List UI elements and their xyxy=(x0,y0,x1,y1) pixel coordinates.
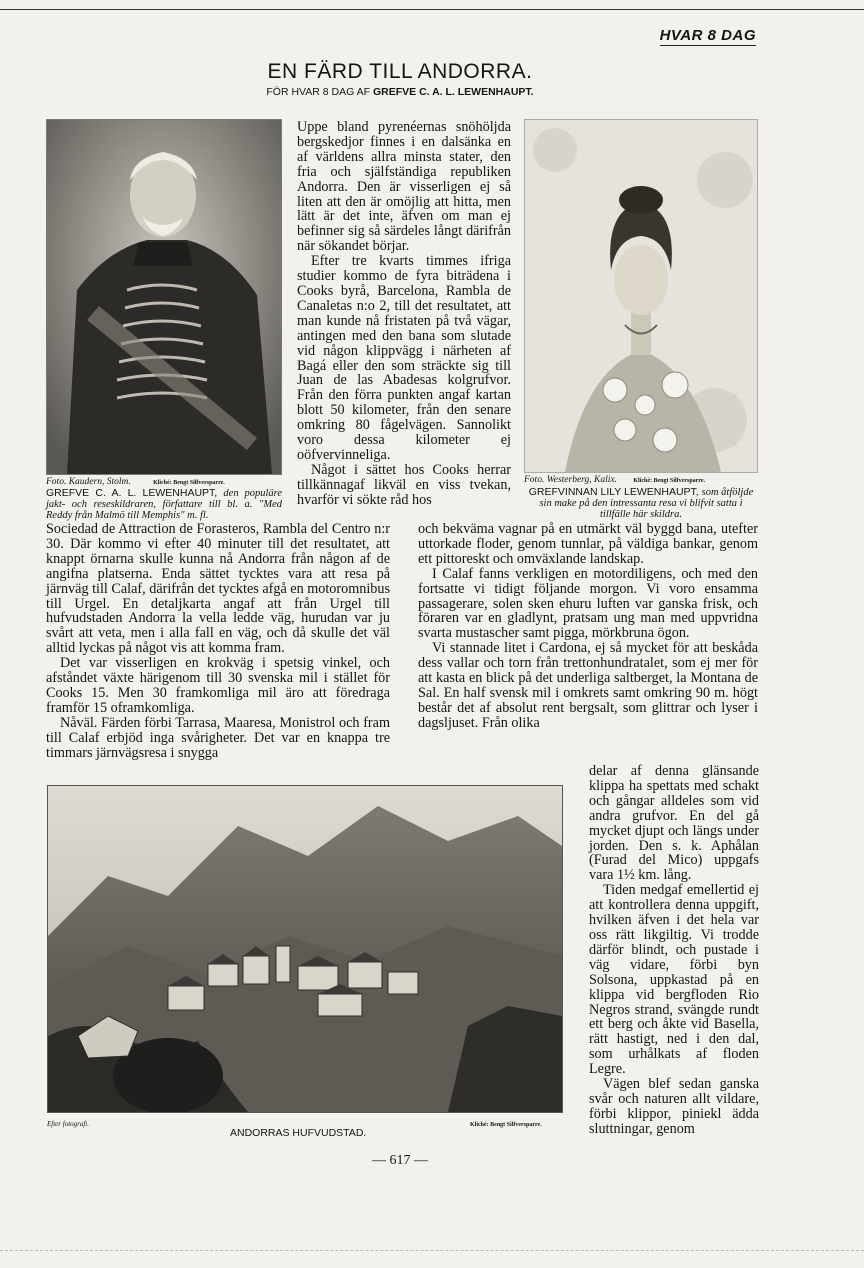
paragraph: Vi stannade litet i Cardona, ej så mycket för att beskåda dess vallar och torn från trettonhundratalet, som ej mer för att kasta en blick på det underliga saltberget, la Montana de Sal. En half svensk mil i omkrets samt omkring 90 m. högt består det af absolut rent bergsalt, som glittrar och lyser i dagsljuset. Från olika xyxy=(418,640,758,731)
portrait-count-caption-name: GREFVE C. A. L. LEWENHAUPT, xyxy=(46,487,218,499)
landscape-caption: ANDORRAS HUFVUDSTAD. xyxy=(230,1127,367,1139)
paragraph: Nåväl. Färden förbi Tarrasa, Maaresa, Monistrol och fram till Calaf erbjöd inga svårigheter. Det var en knappa tre timmars järnvägsresa i snygga xyxy=(46,714,390,761)
portrait-countess-engraver: Kliché: Bengt Silfversparre. xyxy=(633,478,706,484)
body-column-right-narrow xyxy=(589,764,759,1137)
byline-author: GREFVE C. A. L. LEWENHAUPT. xyxy=(372,86,534,98)
paragraph: Sociedad de Attraction de Forasteros, Rambla del Centro n:r 30. Där kommo vi efter 40 minuter till det resultatet, att knappt örnarna skulle kunna nå Andorra från någon af de angifna platserna. Enda sättet tycktes vara att resa på järnväg till Calaf, därifrån det tycktes afgå en motoromnibus till Urgel. En detaljkarta angaf att från Urgel till hufvudstaden Andorra la vella ledde väg, hurudan var ju svårt att veta, men i alla fall en väg, och då skulle det väl alltid lyckas på något vis att komma fram. xyxy=(46,521,390,657)
paragraph: Uppe bland pyrenéernas snöhöljda bergskedjor finnes i en dalsänka en af världens allra minsta stater, den fria och själfständiga republiken Andorra. Den är visserligen ej så liten att den är omöjlig att hitta, men lätt är det inte, äfven om man ej befinner sig så särdeles långt därifrån när sökandet börjar. xyxy=(297,119,511,255)
andorra-landscape-illustration xyxy=(48,786,562,1112)
byline xyxy=(0,86,800,98)
portrait-count-photographer: Foto. Kaudern, Stolm. xyxy=(46,477,131,487)
paragraph: Efter tre kvarts timmes ifriga studier kommo de fyra biträdena i Cooks byrå, Barcelona, Rambla de Canaletas n:o 2, till det resultatet, att man kunde nå fristaten på två vägar, antingen med den bana som slutade vid någon klippvägg i närheten af Bagá eller den som sträckte sig till Juan de las Abadesas kolgrufvor. Från den förra punkten angaf kartan blott 50 kilometer, från den senare omkring 80 fågelvägen. Sannolikt voro dessa kilometer ej oöfvervinneliga. xyxy=(297,253,511,463)
portrait-count-engraver: Kliché: Bengt Silfversparre. xyxy=(153,480,225,486)
article-title: EN FÄRD TILL ANDORRA. xyxy=(267,60,533,83)
body-column-right xyxy=(418,522,758,731)
landscape-engraver-credit xyxy=(470,1119,570,1131)
landscape-photographer: Efter fotografi. xyxy=(47,1120,89,1128)
portrait-countess-caption-name: GREFVINNAN LILY LEWENHAUPT, xyxy=(528,486,699,498)
paragraph: Vägen blef sedan ganska svår och naturen allt vildare, förbi klippor, piniekl ädda sluttningar, genom xyxy=(589,1076,759,1137)
bottom-rule xyxy=(0,1250,864,1251)
portrait-count-caption xyxy=(46,488,282,521)
portrait-count-illustration xyxy=(47,120,281,474)
paragraph: Tiden medgaf emellertid ej att kontrollera denna uppgift, hvilken äfven i det hela var oss rätt likgiltig. Vi trodde därför blindt, och pustade i väg vidare, förbi byn Solsona, uppkastad på en klippa vid bergfloden Rio Negros strand, svängde rundt ett berg och åkte vid Basella, rätt hastigt, ned i den dal, som urhålkats af floden Legre. xyxy=(589,882,759,1078)
running-title: HVAR 8 DAG xyxy=(659,27,756,44)
portrait-count-photo xyxy=(46,119,282,475)
portrait-countess-illustration xyxy=(525,120,757,472)
body-column-middle xyxy=(297,120,511,508)
andorra-landscape-photo xyxy=(47,785,563,1113)
paragraph: och bekväma vagnar på en utmärkt väl byggd bana, utefter uttorkade floder, genom tunnlar, på väldiga bankar, genom ett pittoreskt och omväxlande landskap. xyxy=(418,521,758,567)
paragraph: Något i sättet hos Cooks herrar tillkännagaf likväl en viss tvekan, hvarför vi sökte råd hos xyxy=(297,461,511,508)
landscape-engraver: Kliché: Bengt Silfversparre. xyxy=(470,1122,542,1128)
portrait-countess-photo xyxy=(524,119,758,473)
body-column-left xyxy=(46,522,390,761)
running-title-underline xyxy=(660,45,756,46)
portrait-countess-photographer: Foto. Westerberg, Kalix. xyxy=(524,475,617,485)
byline-prefix: FÖR HVAR 8 DAG AF xyxy=(266,86,371,98)
page-number: — 617 — xyxy=(372,1153,428,1168)
landscape-credit xyxy=(47,1119,197,1130)
paragraph: delar af denna glänsande klippa ha spettats med schakt och gångar alldeles som vid andra grufvor. En del gå mycket djupt och längs under jorden. Den s. k. Aphålan (Furad del Mico) uppgafs vara 1½ km. lång. xyxy=(589,763,759,884)
top-rule xyxy=(0,9,864,10)
paragraph: I Calaf fanns verkligen en motordiligens, och med den fortsatte vi tidigt följande morgon. Vi voro ensamma passagerare, solen sken ehuru luften var ganska frisk, och föraren var en gladlynt, pratsam ung man med uppvridna svarta mustascher samt pigga, mörkbruna ögon. xyxy=(418,565,758,642)
portrait-count-caption-text: den populäre jakt- och reseskildraren, författare till bl. a. "Med Reddy från Malmö till Memphis" m. fl. xyxy=(46,488,283,521)
portrait-countess-caption-text: som åtföljde sin make på den intressanta resa vi blifvit satta i tillfälle här skildra. xyxy=(539,487,754,520)
portrait-countess-caption xyxy=(524,487,758,520)
paragraph: Det var visserligen en krokväg i spetsig vinkel, och afståndet växte härigenom till 30 svenska mil i stället för Cooks 15. Men 30 framkomliga mil äro att föredraga framför 15 oframkomliga. xyxy=(46,655,390,716)
